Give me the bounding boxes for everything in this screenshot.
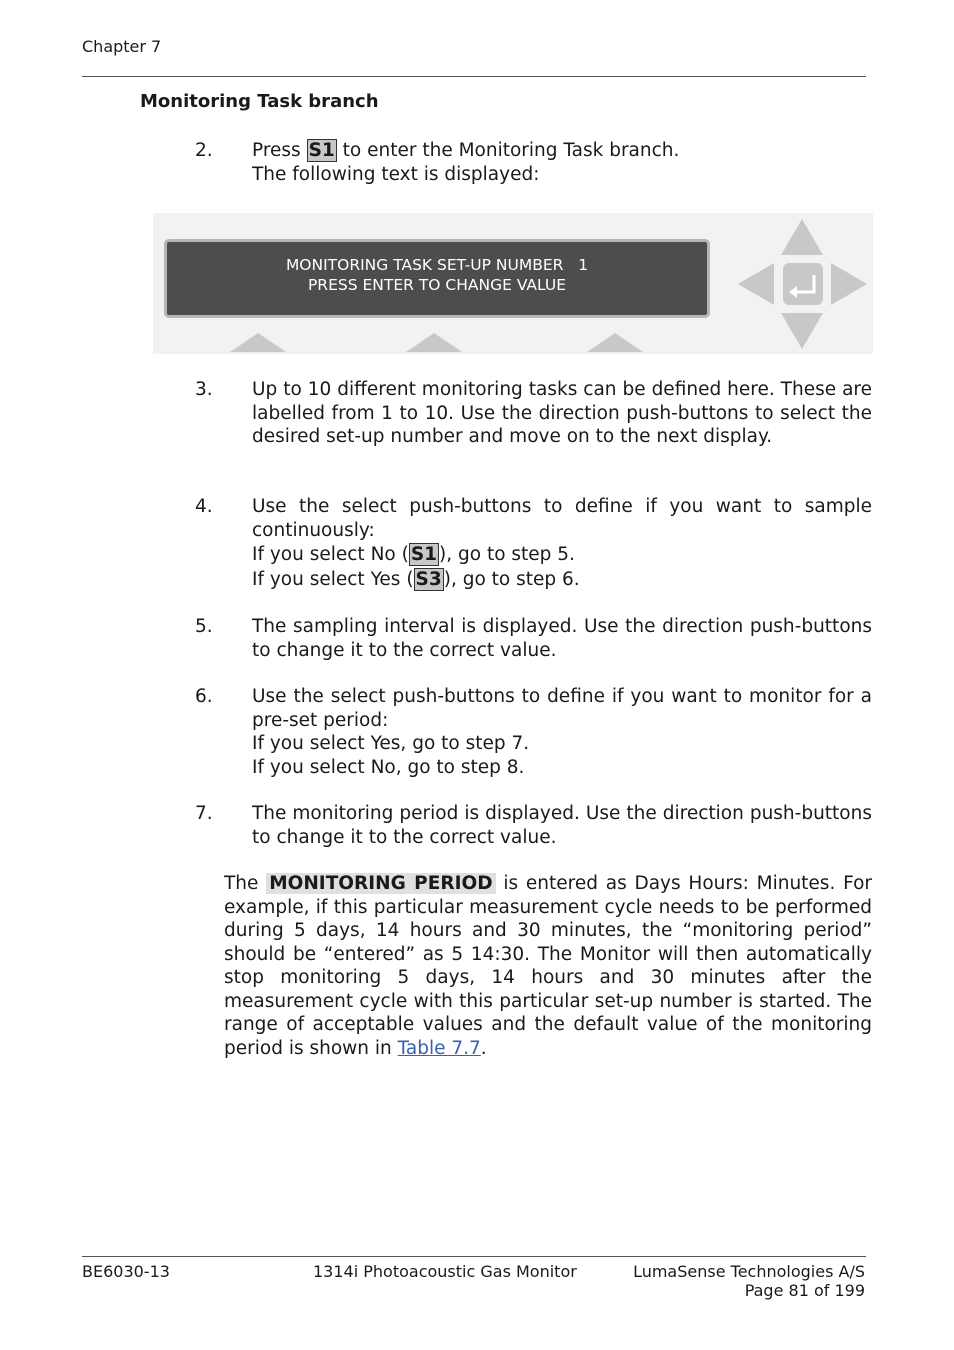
monitoring-period-highlight: MONITORING PERIOD	[266, 873, 495, 894]
instrument-display-panel	[153, 213, 873, 354]
footer-doc-id: BE6030-13	[82, 1262, 170, 1281]
header-rule	[82, 76, 866, 77]
arrow-right-icon[interactable]	[831, 263, 867, 305]
footer-rule	[82, 1256, 866, 1257]
panel-buttons	[153, 213, 873, 354]
step-4-number: 4.	[195, 496, 213, 517]
footer-product: 1314i Photoacoustic Gas Monitor	[313, 1262, 577, 1281]
monitoring-period-note: The MONITORING PERIOD is entered as Days Hours: Minutes. For example, if this particular measurement cycle needs to be performed during 5 days, 14 hours and 30 minutes, the “monitoring period” should be “entered” as 5 14:30. The Monitor will then automatically stop monitoring 5 days, 14 hours and 30 minutes after the measurement cycle with this particular set-up number is started. The range of acceptable values and the default value of the monitoring period is shown in Table 7.7.	[224, 873, 872, 1059]
chapter-label: Chapter 7	[82, 37, 162, 56]
arrow-left-icon[interactable]	[738, 263, 774, 305]
step-3-text: Up to 10 different monitoring tasks can be defined here. These are labelled from 1 to 10. Use the direction push-buttons to select the desired set-up number and move on to the next display.	[252, 379, 872, 447]
s1-key: S1	[410, 544, 438, 565]
select-button-1-icon[interactable]	[230, 333, 286, 352]
s3-key: S3	[415, 568, 442, 590]
step-2-text: Press S1 to enter the Monitoring Task branch. The following text is displayed:	[252, 140, 680, 185]
step-6-text: Use the select push-buttons to define if you want to monitor for a pre-set period: If you select Yes, go to step 7. If you select No, go to step 8.	[252, 686, 872, 778]
step-5-number: 5.	[195, 616, 213, 637]
step-7-number: 7.	[195, 803, 213, 824]
step-3-number: 3.	[195, 379, 213, 400]
footer-company: LumaSense Technologies A/S	[633, 1262, 865, 1281]
s1-key: S1	[308, 140, 335, 161]
table-7-7-link[interactable]: Table 7.7	[397, 1037, 481, 1059]
footer-page-number: Page 81 of 199	[744, 1281, 865, 1300]
step-6-number: 6.	[195, 686, 213, 707]
step-5-text: The sampling interval is displayed. Use the direction push-buttons to change it to the correct value.	[252, 616, 872, 661]
lcd-line-2: PRESS ENTER TO CHANGE VALUE	[307, 276, 567, 294]
step-2-number: 2.	[195, 140, 213, 161]
arrow-up-icon[interactable]	[781, 219, 823, 255]
enter-icon[interactable]	[783, 263, 823, 305]
select-button-3-icon[interactable]	[587, 333, 643, 352]
section-heading: Monitoring Task branch	[140, 91, 379, 112]
step-4-text: Use the select push-buttons to define if you want to sample continuously: If you select No ( S1 ), go to step 5. If you select Yes ( S3 ), go to step 6.	[252, 496, 872, 590]
lcd-line-1: MONITORING TASK SET-UP NUMBER 1	[285, 256, 589, 274]
arrow-down-icon[interactable]	[781, 313, 823, 349]
select-button-2-icon[interactable]	[406, 333, 462, 352]
step-7-text: The monitoring period is displayed. Use the direction push-buttons to change it to the correct value.	[252, 803, 872, 848]
